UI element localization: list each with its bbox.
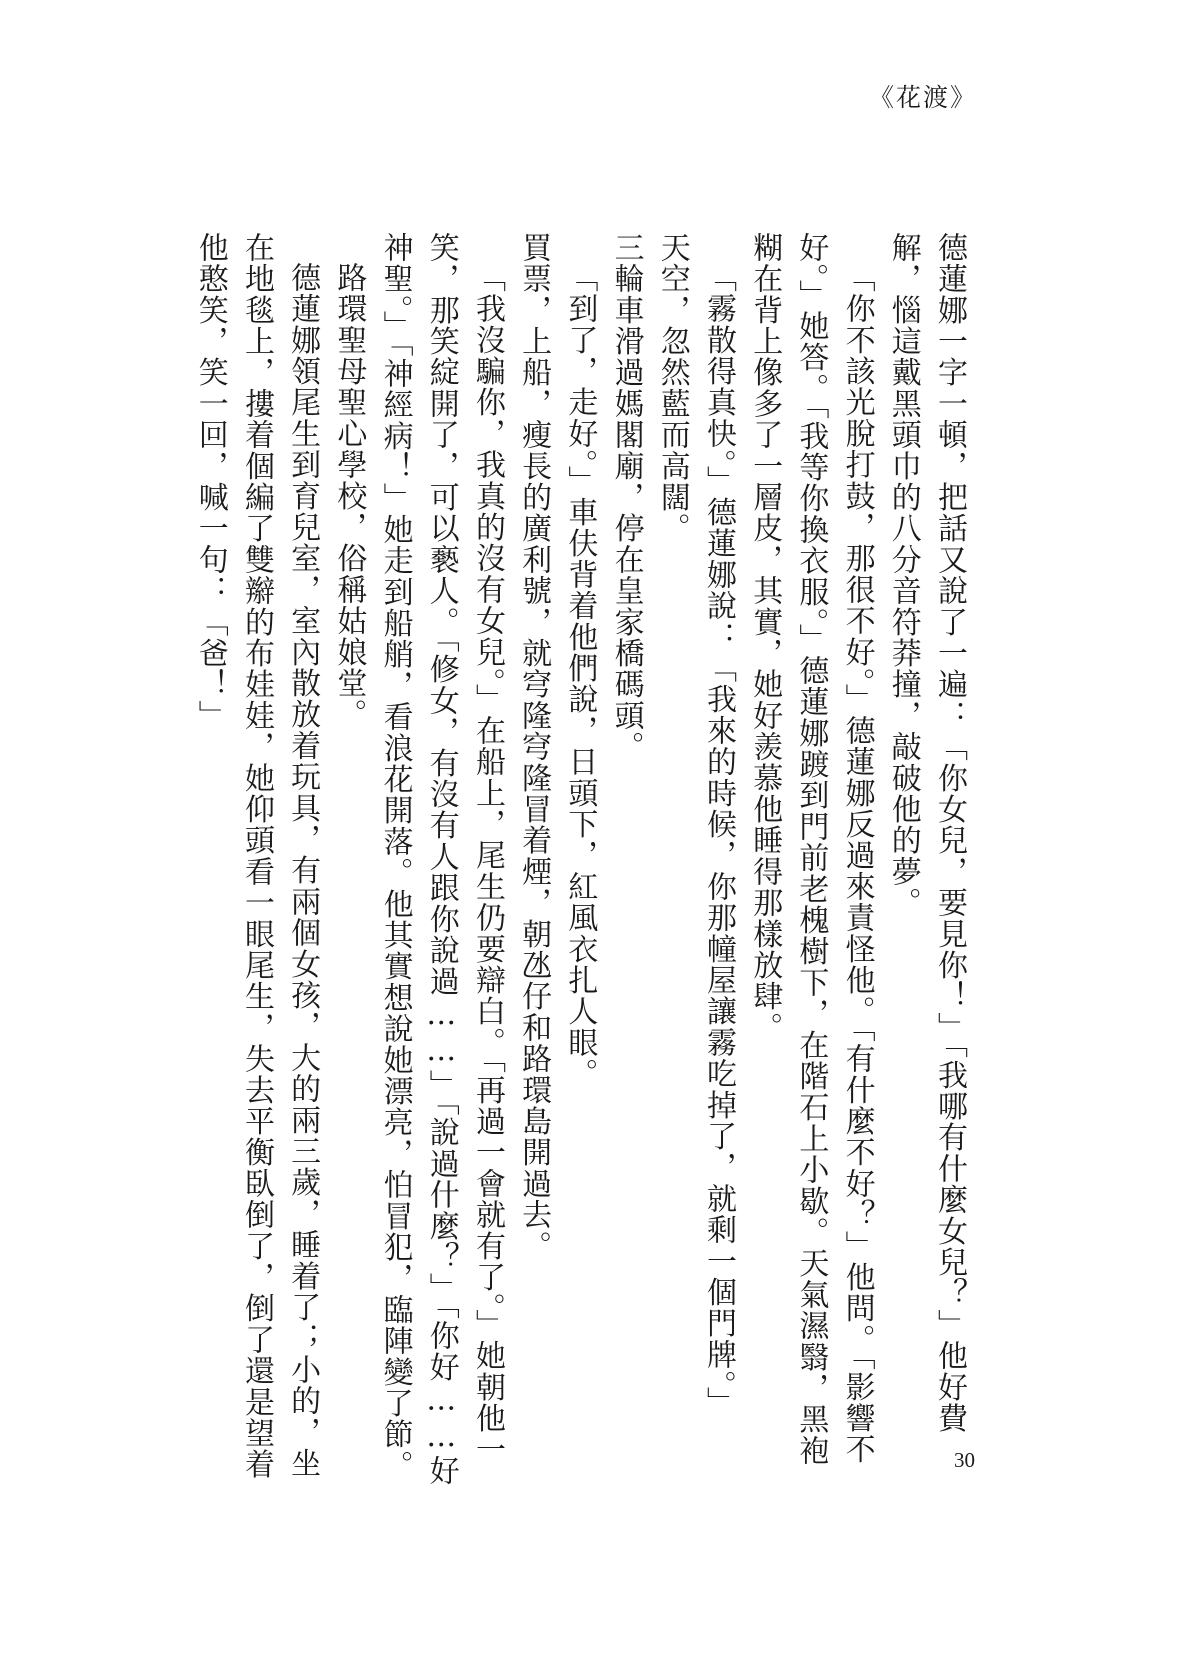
book-title: 《花渡》: [868, 83, 977, 112]
vertical-body-text: [192, 232, 972, 1492]
paragraph: 天空，忽然藍而高闊。: [654, 232, 690, 544]
paragraph: 路環聖母聖心學校，俗稱姑娘堂。: [331, 262, 367, 730]
paragraph: 買票，上船，瘦長的廣利號，就穹隆穹隆冒着煙，朝氹仔和路環島開過去。: [516, 232, 552, 1262]
paragraph: 「到了，走好。」車伕背着他們說，日頭下，紅風衣扎人眼。: [562, 262, 598, 1090]
paragraph: 三輪車滑過媽閣廟，停在皇家橋碼頭。: [608, 232, 644, 763]
paragraph: 德蓮娜一字一頓，把話又說了一遍：「你女兒，要見你！」「我哪有什麼女兒？」他好費解，惱這戴黑頭巾的八分音符莽撞，敲破他的夢。: [885, 232, 967, 1434]
paragraph: 德蓮娜領尾生到育兒室，室內散放着玩具，有兩個女孩，大的兩三歲，睡着了；小的，坐在地毯上，摟着個編了雙辮的布娃娃，她仰頭看一眼尾生，失去平衡臥倒了，倒了還是望着他憨笑，笑一回，喊一句：「爸！」: [192, 232, 321, 1480]
paragraph: 「你不該光脫打鼓，那很不好。」德蓮娜反過來責怪他。「有什麼不好？」他問。「影響不好。」她答。「我等你換衣服。」德蓮娜踱到門前老槐樹下，在階石上小歇。天氣濕翳，黑袍糊在背上像多了一層皮，其實，她好羨慕他睡得那樣放肆。: [747, 232, 875, 1467]
page-number: 30: [954, 1448, 975, 1472]
paragraph: 「我沒騙你，我真的沒有女兒。」在船上，尾生仍要辯白。「再過一會就有了。」她朝他一笑，那笑綻開了，可以褻人。「修女，有沒有人跟你說過……」「說過什麼？」「你好……好神聖。」「神經病！」她走到船艄，看浪花開落。他其實想說她漂亮，怕冒犯，臨陣變了節。: [377, 232, 505, 1487]
paragraph: 「霧散得真快。」德蓮娜說：「我來的時候，你那幢屋讓霧吃掉了，就剩一個門牌。」: [700, 262, 736, 1418]
